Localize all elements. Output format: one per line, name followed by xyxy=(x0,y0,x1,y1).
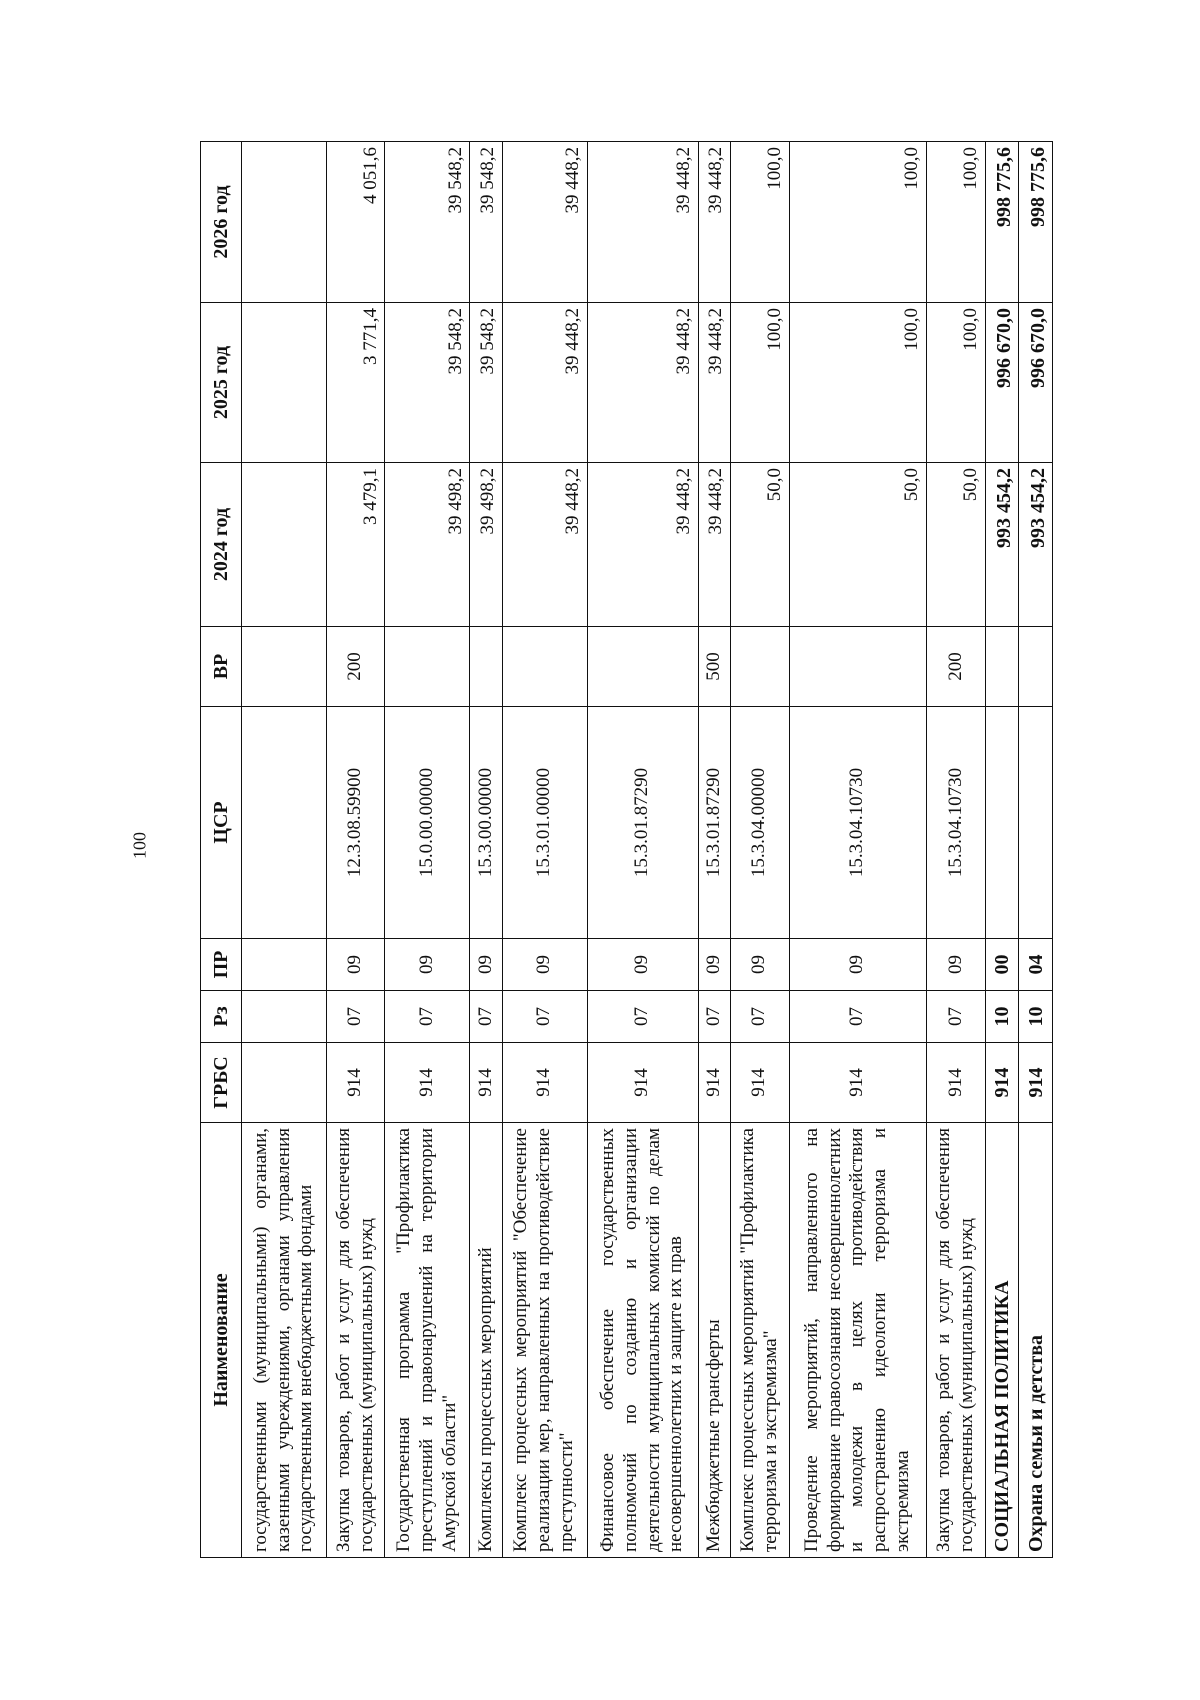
row-pr-cell: 04 xyxy=(1019,939,1053,991)
table-row xyxy=(242,142,327,1558)
row-2026-cell: 4 051,6 xyxy=(326,142,385,303)
row-csr-cell: 15.3.01.87290 xyxy=(587,707,698,939)
table-row xyxy=(385,142,470,1558)
row-vr-cell xyxy=(242,627,327,707)
row-2026-cell: 100,0 xyxy=(789,142,927,303)
row-pr-cell: 09 xyxy=(927,939,986,991)
row-pr-cell xyxy=(242,939,327,991)
row-csr-cell xyxy=(242,707,327,939)
rotated-table-frame xyxy=(200,142,1053,1558)
row-2025-cell xyxy=(242,303,327,463)
row-2024-cell: 39 448,2 xyxy=(698,463,730,627)
row-name-cell: Закупка товаров, работ и услуг для обеспечения государственных (муниципальных) нужд xyxy=(326,1123,385,1558)
row-pr-cell: 09 xyxy=(789,939,927,991)
row-2026-cell: 100,0 xyxy=(730,142,789,303)
row-csr-cell: 15.3.04.00000 xyxy=(730,707,789,939)
row-name-cell: Финансовое обеспечение государственных полномочий по созданию и организации деятельности муниципальных комиссий по делам несовершеннолетних и защите их прав xyxy=(587,1123,698,1558)
table-row xyxy=(789,142,927,1558)
row-rz-cell: 07 xyxy=(326,991,385,1043)
row-csr-cell: 12.3.08.59900 xyxy=(326,707,385,939)
row-name-cell: государственными (муниципальными) органами, казенными учреждениями, органами управления государственными внебюджетными фондами xyxy=(242,1123,327,1558)
row-vr-cell xyxy=(587,627,698,707)
row-vr-cell xyxy=(1019,627,1053,707)
row-2025-cell: 3 771,4 xyxy=(326,303,385,463)
row-rz-cell: 07 xyxy=(587,991,698,1043)
row-vr-cell: 500 xyxy=(698,627,730,707)
header-vr: ВР xyxy=(201,627,242,707)
row-2026-cell xyxy=(242,142,327,303)
row-name-cell: Закупка товаров, работ и услуг для обеспечения государственных (муниципальных) нужд xyxy=(927,1123,986,1558)
header-grbs: ГРБС xyxy=(201,1043,242,1123)
header-name: Наименование xyxy=(201,1123,242,1558)
row-2024-cell: 39 498,2 xyxy=(385,463,470,627)
row-grbs-cell: 914 xyxy=(789,1043,927,1123)
row-csr-cell: 15.3.04.10730 xyxy=(927,707,986,939)
row-pr-cell: 09 xyxy=(730,939,789,991)
row-csr-cell xyxy=(1019,707,1053,939)
row-2026-cell: 100,0 xyxy=(927,142,986,303)
row-vr-cell xyxy=(985,627,1019,707)
row-2025-cell: 100,0 xyxy=(730,303,789,463)
row-pr-cell: 09 xyxy=(698,939,730,991)
row-rz-cell: 07 xyxy=(698,991,730,1043)
header-2025: 2025 год xyxy=(201,303,242,463)
row-grbs-cell: 914 xyxy=(385,1043,470,1123)
header-csr: ЦСР xyxy=(201,707,242,939)
header-2026: 2026 год xyxy=(201,142,242,303)
table-row xyxy=(587,142,698,1558)
row-rz-cell: 07 xyxy=(385,991,470,1043)
row-rz-cell: 07 xyxy=(927,991,986,1043)
row-vr-cell: 200 xyxy=(326,627,385,707)
row-vr-cell xyxy=(789,627,927,707)
row-name-cell: Межбюджетные трансферты xyxy=(698,1123,730,1558)
row-rz-cell: 07 xyxy=(470,991,502,1043)
row-2024-cell: 50,0 xyxy=(730,463,789,627)
row-pr-cell: 09 xyxy=(385,939,470,991)
row-2026-cell: 39 548,2 xyxy=(470,142,502,303)
row-rz-cell: 07 xyxy=(502,991,587,1043)
page-number: 100 xyxy=(129,832,150,859)
row-2024-cell: 39 448,2 xyxy=(587,463,698,627)
table-row xyxy=(1019,142,1053,1558)
row-vr-cell xyxy=(502,627,587,707)
row-name-cell: Проведение мероприятий, направленного на формирование правосознания несовершеннолетних и молодежи в целях противодействия распространению идеологии терроризма и экстремизма xyxy=(789,1123,927,1558)
row-pr-cell: 00 xyxy=(985,939,1019,991)
row-rz-cell xyxy=(242,991,327,1043)
row-pr-cell: 09 xyxy=(502,939,587,991)
row-grbs-cell: 914 xyxy=(698,1043,730,1123)
row-grbs-cell: 914 xyxy=(587,1043,698,1123)
row-2024-cell: 50,0 xyxy=(789,463,927,627)
table-row xyxy=(730,142,789,1558)
row-csr-cell: 15.3.04.10730 xyxy=(789,707,927,939)
table-row xyxy=(698,142,730,1558)
row-csr-cell: 15.3.00.00000 xyxy=(470,707,502,939)
row-2025-cell: 39 548,2 xyxy=(470,303,502,463)
row-rz-cell: 07 xyxy=(730,991,789,1043)
row-2024-cell: 993 454,2 xyxy=(1019,463,1053,627)
row-2026-cell: 998 775,6 xyxy=(985,142,1019,303)
row-vr-cell xyxy=(385,627,470,707)
row-2026-cell: 39 448,2 xyxy=(698,142,730,303)
row-csr-cell: 15.3.01.87290 xyxy=(698,707,730,939)
row-name-cell: Государственная программа "Профилактика преступлений и правонарушений на территории Амурской области" xyxy=(385,1123,470,1558)
header-pr: ПР xyxy=(201,939,242,991)
row-2024-cell: 993 454,2 xyxy=(985,463,1019,627)
budget-table xyxy=(200,141,1053,1558)
table-body xyxy=(242,142,1053,1558)
row-2025-cell: 996 670,0 xyxy=(985,303,1019,463)
row-csr-cell xyxy=(985,707,1019,939)
row-2024-cell: 50,0 xyxy=(927,463,986,627)
row-rz-cell: 10 xyxy=(985,991,1019,1043)
row-2026-cell: 998 775,6 xyxy=(1019,142,1053,303)
row-grbs-cell xyxy=(242,1043,327,1123)
row-2024-cell: 39 498,2 xyxy=(470,463,502,627)
row-rz-cell: 10 xyxy=(1019,991,1053,1043)
table-row xyxy=(326,142,385,1558)
row-name-cell: Комплекс процессных мероприятий "Профилактика терроризма и экстремизма" xyxy=(730,1123,789,1558)
row-vr-cell xyxy=(470,627,502,707)
row-vr-cell xyxy=(730,627,789,707)
row-csr-cell: 15.3.01.00000 xyxy=(502,707,587,939)
row-pr-cell: 09 xyxy=(326,939,385,991)
table-row xyxy=(927,142,986,1558)
row-grbs-cell: 914 xyxy=(1019,1043,1053,1123)
row-csr-cell: 15.0.00.00000 xyxy=(385,707,470,939)
row-2025-cell: 996 670,0 xyxy=(1019,303,1053,463)
row-grbs-cell: 914 xyxy=(730,1043,789,1123)
row-grbs-cell: 914 xyxy=(927,1043,986,1123)
row-grbs-cell: 914 xyxy=(985,1043,1019,1123)
row-2025-cell: 39 448,2 xyxy=(502,303,587,463)
row-2024-cell xyxy=(242,463,327,627)
table-row xyxy=(470,142,502,1558)
row-2025-cell: 39 448,2 xyxy=(698,303,730,463)
row-pr-cell: 09 xyxy=(470,939,502,991)
header-2024: 2024 год xyxy=(201,463,242,627)
row-2025-cell: 100,0 xyxy=(789,303,927,463)
row-2025-cell: 39 448,2 xyxy=(587,303,698,463)
row-2024-cell: 39 448,2 xyxy=(502,463,587,627)
row-2026-cell: 39 448,2 xyxy=(587,142,698,303)
table-row xyxy=(502,142,587,1558)
row-2026-cell: 39 448,2 xyxy=(502,142,587,303)
row-2026-cell: 39 548,2 xyxy=(385,142,470,303)
table-row xyxy=(985,142,1019,1558)
row-pr-cell: 09 xyxy=(587,939,698,991)
row-grbs-cell: 914 xyxy=(502,1043,587,1123)
row-name-cell: Охрана семьи и детства xyxy=(1019,1123,1053,1558)
row-name-cell: Комплексы процессных мероприятий xyxy=(470,1123,502,1558)
row-vr-cell: 200 xyxy=(927,627,986,707)
row-2024-cell: 3 479,1 xyxy=(326,463,385,627)
row-2025-cell: 39 548,2 xyxy=(385,303,470,463)
row-name-cell: Комплекс процессных мероприятий "Обеспечение реализации мер, направленных на противодействие преступности" xyxy=(502,1123,587,1558)
row-2025-cell: 100,0 xyxy=(927,303,986,463)
row-name-cell: СОЦИАЛЬНАЯ ПОЛИТИКА xyxy=(985,1123,1019,1558)
row-grbs-cell: 914 xyxy=(470,1043,502,1123)
table-header-row xyxy=(201,142,242,1558)
row-rz-cell: 07 xyxy=(789,991,927,1043)
header-rz: Рз xyxy=(201,991,242,1043)
row-grbs-cell: 914 xyxy=(326,1043,385,1123)
